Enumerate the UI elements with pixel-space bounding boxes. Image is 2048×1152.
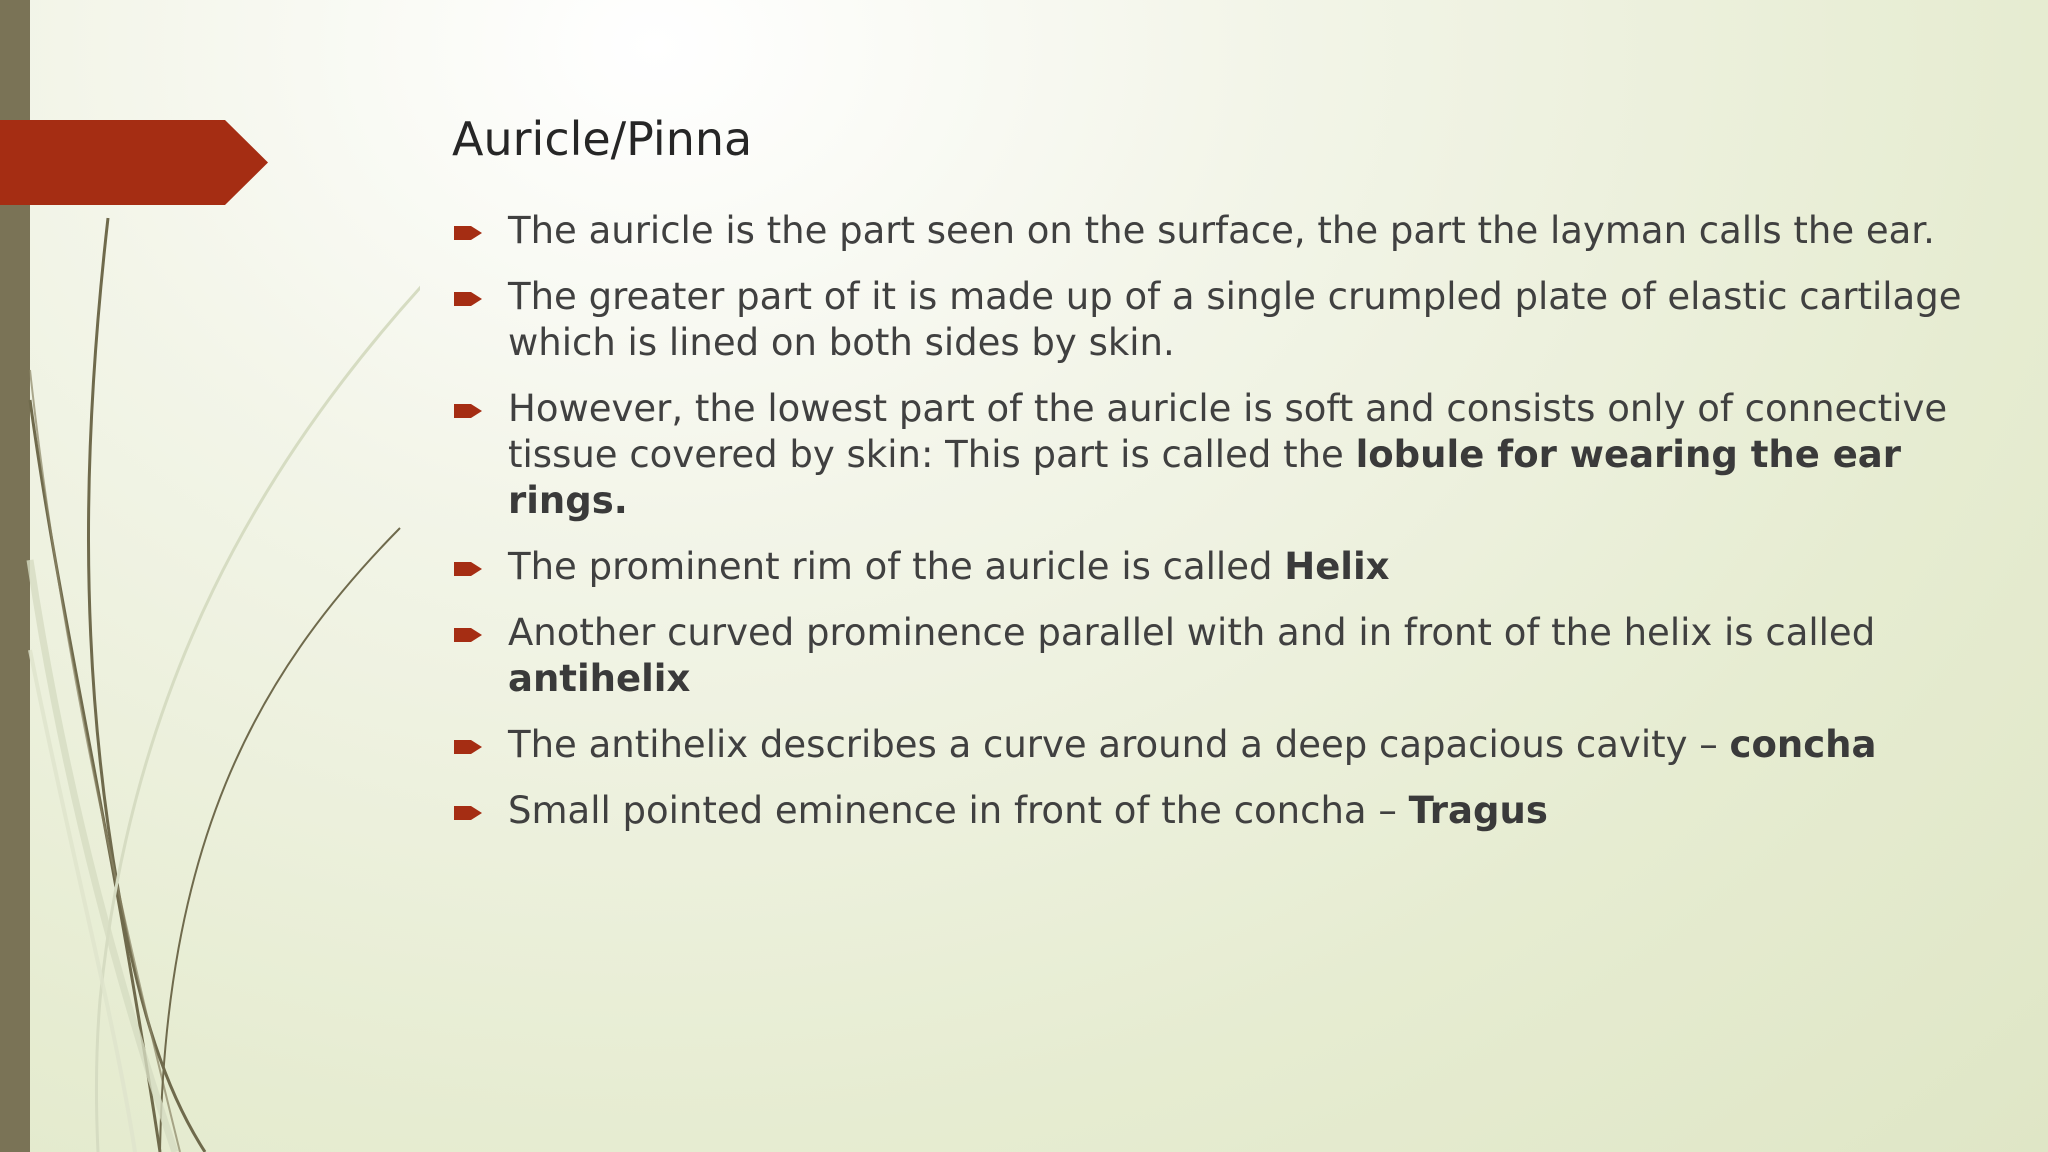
bullet-item bbox=[452, 610, 1992, 702]
bullet-text: The antihelix describes a curve around a deep capacious cavity – bbox=[508, 723, 1730, 766]
arrow-bullet-icon bbox=[454, 803, 484, 823]
bullet-item bbox=[452, 544, 1992, 590]
bullet-bold-text: lobule for wearing the ear rings. bbox=[508, 433, 1902, 522]
bullet-item bbox=[452, 208, 1992, 254]
arrow-bullet-icon bbox=[454, 737, 484, 757]
bullet-item bbox=[452, 722, 1992, 768]
bullet-text: Another curved prominence parallel with and in front of the helix is called bbox=[508, 611, 1876, 654]
bullet-item bbox=[452, 274, 1992, 366]
bullet-bold-text: concha bbox=[1729, 723, 1877, 766]
bullet-bold-text: Tragus bbox=[1408, 789, 1548, 832]
arrow-bullet-icon bbox=[454, 559, 484, 579]
arrow-bullet-icon bbox=[454, 625, 484, 645]
bullet-bold-text: antihelix bbox=[508, 657, 691, 700]
slide-title: Auricle/Pinna bbox=[452, 112, 753, 166]
bullet-item bbox=[452, 788, 1992, 834]
bullet-text: Small pointed eminence in front of the concha – bbox=[508, 789, 1409, 832]
arrow-bullet-icon bbox=[454, 223, 484, 243]
bullet-bold-text: Helix bbox=[1284, 545, 1390, 588]
bullet-text: However, the lowest part of the auricle is soft and consists only of connective tissue covered by skin: This part is called the bbox=[508, 387, 1948, 476]
bullet-text: The auricle is the part seen on the surface, the part the layman calls the ear. bbox=[508, 209, 1935, 252]
bullet-item bbox=[452, 386, 1992, 524]
bullet-list bbox=[452, 208, 1992, 854]
bullet-text: The greater part of it is made up of a single crumpled plate of elastic cartilage which is lined on both sides by skin. bbox=[508, 275, 1962, 364]
arrow-bullet-icon bbox=[454, 289, 484, 309]
arrow-bullet-icon bbox=[454, 401, 484, 421]
title-accent-tab bbox=[0, 120, 268, 205]
bullet-text: The prominent rim of the auricle is called bbox=[508, 545, 1285, 588]
